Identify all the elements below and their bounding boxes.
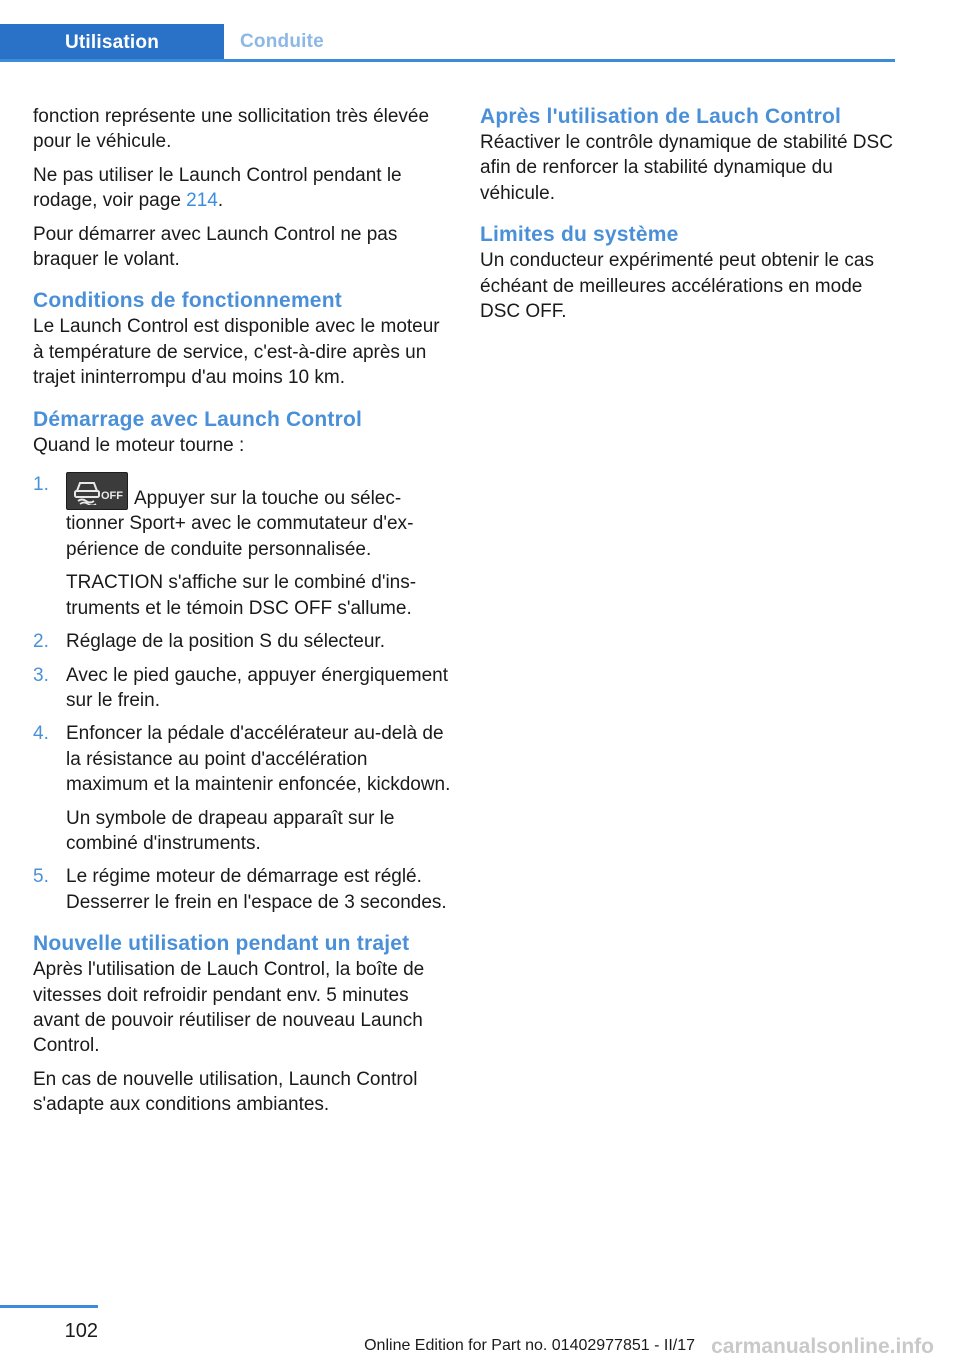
paragraph: Réactiver le contrôle dynamique de stabilité DSC afin de renforcer la stabilité dynamique du véhicule. xyxy=(480,132,893,204)
step-number: 1. xyxy=(33,474,49,496)
list-item: 4. Enfoncer la pédale d'accélérateur au-delà de la résistance au point d'accélération maximum et la maintenir enfoncée, kickdown. Un symbole de drapeau apparaît sur le combiné d'instruments. xyxy=(33,723,451,854)
list-item: 2. Réglage de la position S du sélecteur. xyxy=(33,629,451,654)
step-number: 2. xyxy=(33,631,49,653)
dsc-off-icon: OFF xyxy=(66,472,128,510)
heading-conditions: Conditions de fonctionnement xyxy=(33,289,342,313)
paragraph: fonction représente une sollicitation très élevée pour le véhicule. xyxy=(33,106,430,153)
heading-demarrage: Démarrage avec Launch Control xyxy=(33,407,363,431)
page-number: 102 xyxy=(64,1320,98,1342)
edition-text: Online Edition for Part no. 01402977851 - II/17 xyxy=(364,1337,695,1354)
paragraph: Le Launch Control est disponible avec le moteur à température de service, c'est-à-dire après un trajet ininterrompu d'au moins 10 km. xyxy=(33,316,440,389)
step-number: 3. xyxy=(33,664,49,686)
heading-nouvelle-utilisation: Nouvelle utilisation pendant un trajet xyxy=(33,932,410,956)
list-item: 1. OFF Appuyer sur la touche ou sélectionner Sport+ avec le commutateur d'expérience de conduite personnalisée. TRACTION s'affiche sur le combiné d'instruments et le témoin DSC OFF s'allume. xyxy=(33,474,417,619)
heading-limites: Limites du système xyxy=(480,223,679,247)
right-column xyxy=(480,104,898,332)
page-reference-link[interactable]: 214 xyxy=(186,190,218,212)
header-tabbar xyxy=(0,24,895,62)
left-column xyxy=(33,104,451,1126)
tab-conduite[interactable]: Conduite xyxy=(240,30,324,52)
header-rule xyxy=(0,59,895,62)
tab-utilisation[interactable]: Utilisation xyxy=(0,24,224,62)
paragraph: En cas de nouvelle utilisation, Launch Control s'adapte aux conditions ambiantes. xyxy=(33,1068,418,1116)
steps-list xyxy=(33,472,451,915)
heading-apres-utilisation: Après l'utilisation de Lauch Control xyxy=(480,105,842,128)
list-item: 5. Le régime moteur de démarrage est réglé. Desserrer le frein en l'espace de 3 secondes. xyxy=(33,866,447,913)
watermark: carmanualsonline.info xyxy=(711,1335,934,1358)
paragraph: Ne pas utiliser le Launch Control pendant le rodage, voir page 214. xyxy=(33,164,402,212)
step-number: 4. xyxy=(33,723,49,745)
paragraph: Après l'utilisation de Lauch Control, la boîte de vitesses doit refroidir pendant env. 5 minutes avant de pouvoir réutiliser de nouveau Launch Control. xyxy=(33,959,425,1057)
paragraph: Pour démarrer avec Launch Control ne pas braquer le volant. xyxy=(33,223,398,271)
footer-rule xyxy=(0,1305,98,1308)
paragraph: Quand le moteur tourne : xyxy=(33,434,245,456)
list-item: 3. Avec le pied gauche, appuyer énergiquement sur le frein. xyxy=(33,664,449,711)
step-number: 5. xyxy=(33,866,49,888)
paragraph: Un conducteur expérimenté peut obtenir le cas échéant de meilleures accélérations en mode DSC OFF. xyxy=(480,250,874,323)
